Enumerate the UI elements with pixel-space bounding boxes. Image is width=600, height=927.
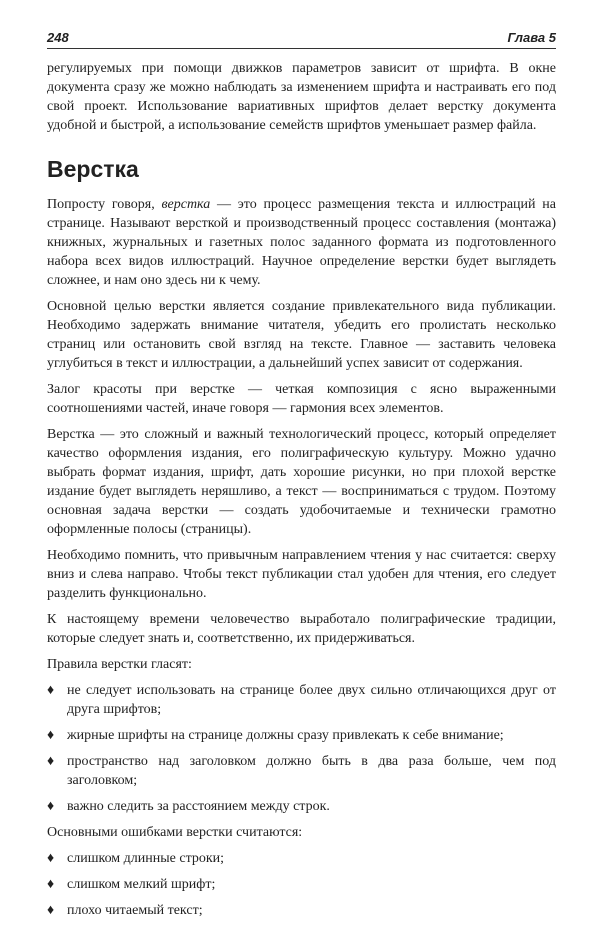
intro-paragraph: регулируемых при помощи движков параметров зависит от шрифта. В окне документа сразу же можно наблюдать за изменением шрифта и настраивать его под свой проект. Использование вариативных шрифтов делает верстку документа удобной и быстрой, а использование семейств шрифтов уменьшает размер файла. [47, 61, 556, 133]
page-number: 248 [47, 30, 69, 45]
term-verstka: верстка [161, 197, 211, 212]
paragraph-6: К настоящему времени человечество выработало полиграфические традиции, которые следует знать и, соответственно, их придерживаться. [47, 612, 556, 646]
paragraph-1-lead: Попросту говоря, [47, 197, 162, 212]
paragraph-3: Залог красоты при верстке — четкая композиция с ясно выраженными соотношениями частей, иначе говоря — гармония всех элементов. [47, 382, 556, 416]
rules-intro: Правила верстки гласят: [47, 657, 192, 672]
paragraph-1 [47, 195, 556, 290]
section-title: Верстка [47, 156, 139, 182]
page-body [47, 59, 556, 927]
list-item: ♦ плохо читаемый текст; [47, 903, 203, 918]
list-item: ♦ не следует использовать на странице более двух сильно отличающихся друг от друга шрифтов; [47, 683, 556, 717]
list-item: ♦ важно следить за расстоянием между строк. [47, 799, 330, 814]
paragraph-4: Верстка — это сложный и важный технологический процесс, который определяет качество оформления издания, его полиграфическую культуру. Можно удачно выбрать формат издания, шрифт, дать хорошие рисунки, но при плохой верстке издание будет выглядеть неряшливо, а текст — восприниматься с трудом. Поэтому основная задача верстки — создать удобочитаемые и технически грамотно оформленные полосы (страницы). [47, 427, 556, 537]
running-header [47, 28, 556, 49]
paragraph-2: Основной целью верстки является создание привлекательного вида публикации. Необходимо задержать внимание читателя, убедить его пролистать несколько страниц или остановить свой взгляд на тексте. Главное — заставить человека углубиться в текст и иллюстрации, а дальнейший успех зависит от содержания. [47, 299, 556, 371]
rules-list [47, 681, 556, 816]
diamond-bullet-icon: ♦ [47, 799, 55, 814]
diamond-bullet-icon: ♦ [47, 754, 55, 769]
list-item: ♦ пространство над заголовком должно быть в два раза больше, чем под заголовком; [47, 754, 556, 788]
list-item: ♦ слишком мелкий шрифт; [47, 877, 216, 892]
diamond-bullet-icon: ♦ [47, 851, 55, 866]
errors-list [47, 849, 556, 920]
errors-intro: Основными ошибками верстки считаются: [47, 825, 303, 840]
diamond-bullet-icon: ♦ [47, 683, 55, 698]
diamond-bullet-icon: ♦ [47, 728, 55, 743]
paragraph-1-rest: — это процесс размещения текста и иллюстраций на странице. Называют версткой и производственный процесс составления (монтажа) книжных, журнальных и газетных полос заданного формата из подготовленного набора всех видов иллюстраций. Научное определение верстки будет выглядеть сложнее, и нам оно здесь ни к чему. [47, 197, 556, 288]
chapter-label: Глава 5 [507, 30, 556, 45]
list-item: ♦ слишком длинные строки; [47, 851, 225, 866]
list-item: ♦ жирные шрифты на странице должны сразу привлекать к себе внимание; [47, 728, 504, 743]
diamond-bullet-icon: ♦ [47, 903, 55, 918]
paragraph-5: Необходимо помнить, что привычным направлением чтения у нас считается: сверху вниз и слева направо. Чтобы текст публикации стал удобен для чтения, его следует разделить функционально. [47, 548, 556, 601]
diamond-bullet-icon: ♦ [47, 877, 55, 892]
